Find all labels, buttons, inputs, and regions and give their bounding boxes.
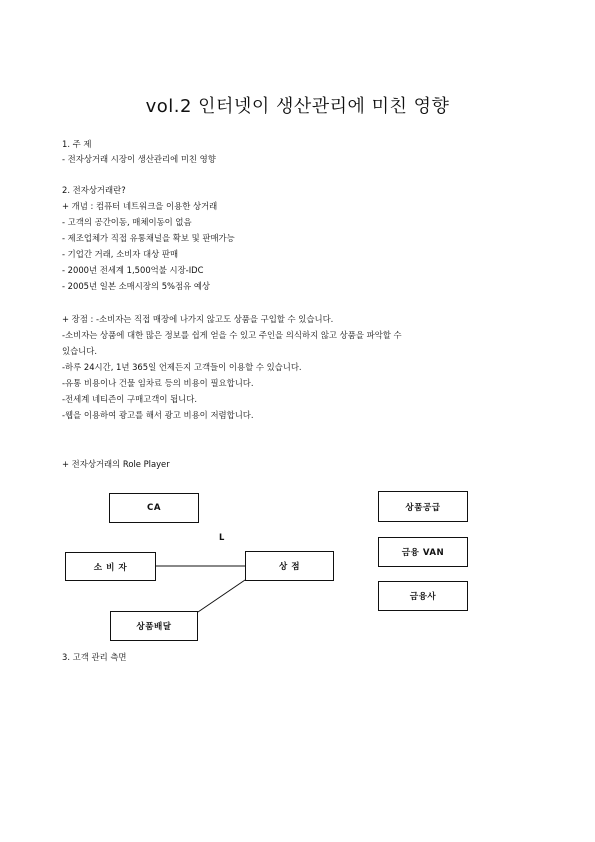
financial-company-label: 금융사 — [409, 592, 437, 602]
financial-company-box — [378, 581, 468, 611]
section-2-item: - 2000년 전세계 1,500억불 시장-IDC — [62, 265, 204, 275]
ca-box — [109, 493, 199, 523]
section-2-item: - 2005년 일본 소매시장의 5%점유 예상 — [62, 281, 211, 291]
section-2-item: - 고객의 공간이동, 매체이동이 없음 — [62, 217, 192, 227]
merchant-label: 상 점 — [278, 562, 301, 572]
consumer-box — [65, 552, 156, 581]
benefit-line: + 장점 : -소비자는 직접 매장에 나가지 않고도 상품을 구입할 수 있습니다. — [62, 314, 334, 324]
section-3-heading: 3. 고객 관리 측면 — [62, 652, 127, 662]
benefit-line: -하루 24시간, 1년 365일 언제든지 고객들이 이용할 수 있습니다. — [62, 362, 302, 372]
role-player-heading: + 전자상거래의 Role Player — [62, 459, 170, 469]
section-2-item: - 기업간 거래, 소비자 대상 판매 — [62, 249, 179, 259]
benefit-line: -웹을 이용하여 광고를 해서 광고 비용이 저렴합니다. — [62, 410, 254, 420]
ca-label: CA — [147, 503, 161, 513]
finance-van-box — [378, 537, 468, 567]
section-2-item: - 제조업체가 직접 유통채널을 확보 및 판매가능 — [62, 233, 235, 243]
document-title: vol.2 인터넷이 생산관리에 미친 영향 — [145, 96, 450, 117]
supply-box — [378, 491, 468, 522]
l-label: L — [219, 532, 225, 542]
delivery-box — [110, 611, 198, 641]
section-2-heading: 2. 전자상거래란? — [62, 185, 126, 195]
merchant-box — [245, 551, 334, 581]
benefit-line: 있습니다. — [62, 346, 98, 356]
section-1-heading: 1. 주 제 — [62, 139, 92, 149]
benefit-line: -전세계 네티즌이 구매고객이 됩니다. — [62, 394, 198, 404]
merchant-delivery-connector — [198, 580, 245, 612]
benefit-line: -유통 비용이나 건물 임차료 등의 비용이 필요합니다. — [62, 378, 254, 388]
consumer-label: 소 비 자 — [93, 562, 128, 573]
benefit-line: -소비자는 상품에 대한 많은 정보를 쉽게 얻을 수 있고 주인을 의식하지 않고 상품을 파악할 수 — [62, 330, 402, 340]
section-2-item: + 개념 : 컴퓨터 네트워크을 이용한 상거래 — [62, 201, 218, 211]
finance-van-label: 금융 VAN — [401, 548, 445, 558]
supply-label: 상품공급 — [405, 502, 441, 513]
delivery-label: 상품배달 — [136, 622, 172, 632]
section-1-item: - 전자상거래 시장이 생산관리에 미친 영향 — [62, 154, 216, 164]
